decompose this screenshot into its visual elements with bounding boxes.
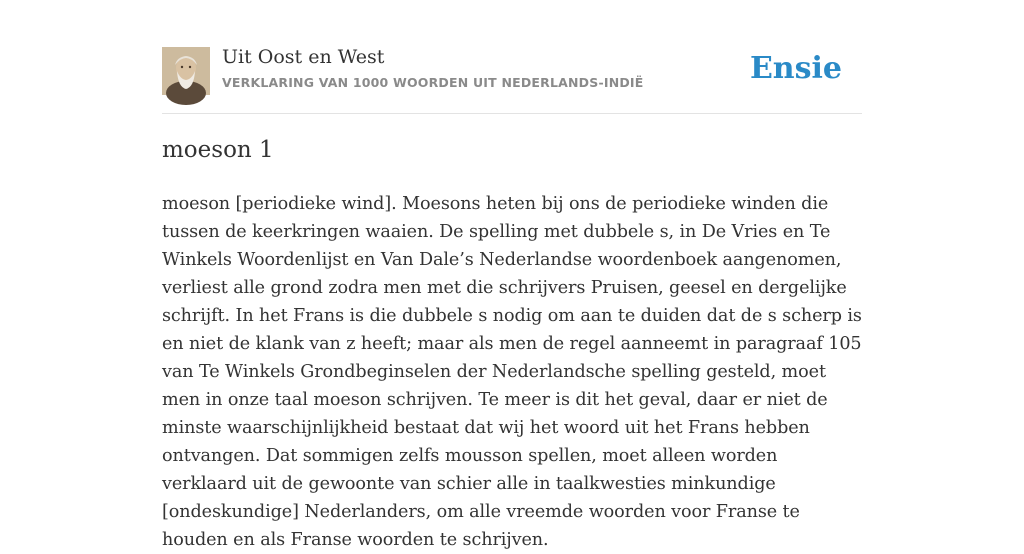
book-title[interactable]: Uit Oost en West [222,46,385,68]
ensie-logo[interactable]: Ensie [749,51,842,86]
header [162,46,862,114]
author-portrait-icon[interactable] [162,47,210,95]
portrait-graphic [162,47,210,95]
entry-title: moeson 1 [162,137,274,163]
entry-body: moeson [periodieke wind]. Moesons heten bij ons de periodieke winden die tussen de keerkringen waaien. De spelling met dubbele s, in De Vries en Te Winkels Woordenlijst en Van Dale’s Nederlandse woordenboek aangenomen, verliest alle grond zodra men met die schrijvers Pruisen, geesel en dergelijke schrijft. In het Frans is die dubbele s nodig om aan te duiden dat de s scherp is en niet de klank van z heeft; maar als men de regel aanneemt in paragraaf 105 van Te Winkels Grondbeginselen der Nederlandsche spelling gesteld, moet men in onze taal moeson schrijven. Te meer is dit het geval, daar er niet de minste waarschijnlijkheid bestaat dat wij het woord uit het Frans hebben ontvangen. Dat sommigen zelfs mousson spellen, moet alleen worden verklaard uit de gewoonte van schier alle in taalkwesties minkundige [ondeskundige] Nederlanders, om alle vreemde woorden voor Franse te houden en als Franse woorden te schrijven. [162,194,862,550]
book-subtitle: VERKLARING VAN 1000 WOORDEN UIT NEDERLANDS-INDIË [222,75,644,90]
